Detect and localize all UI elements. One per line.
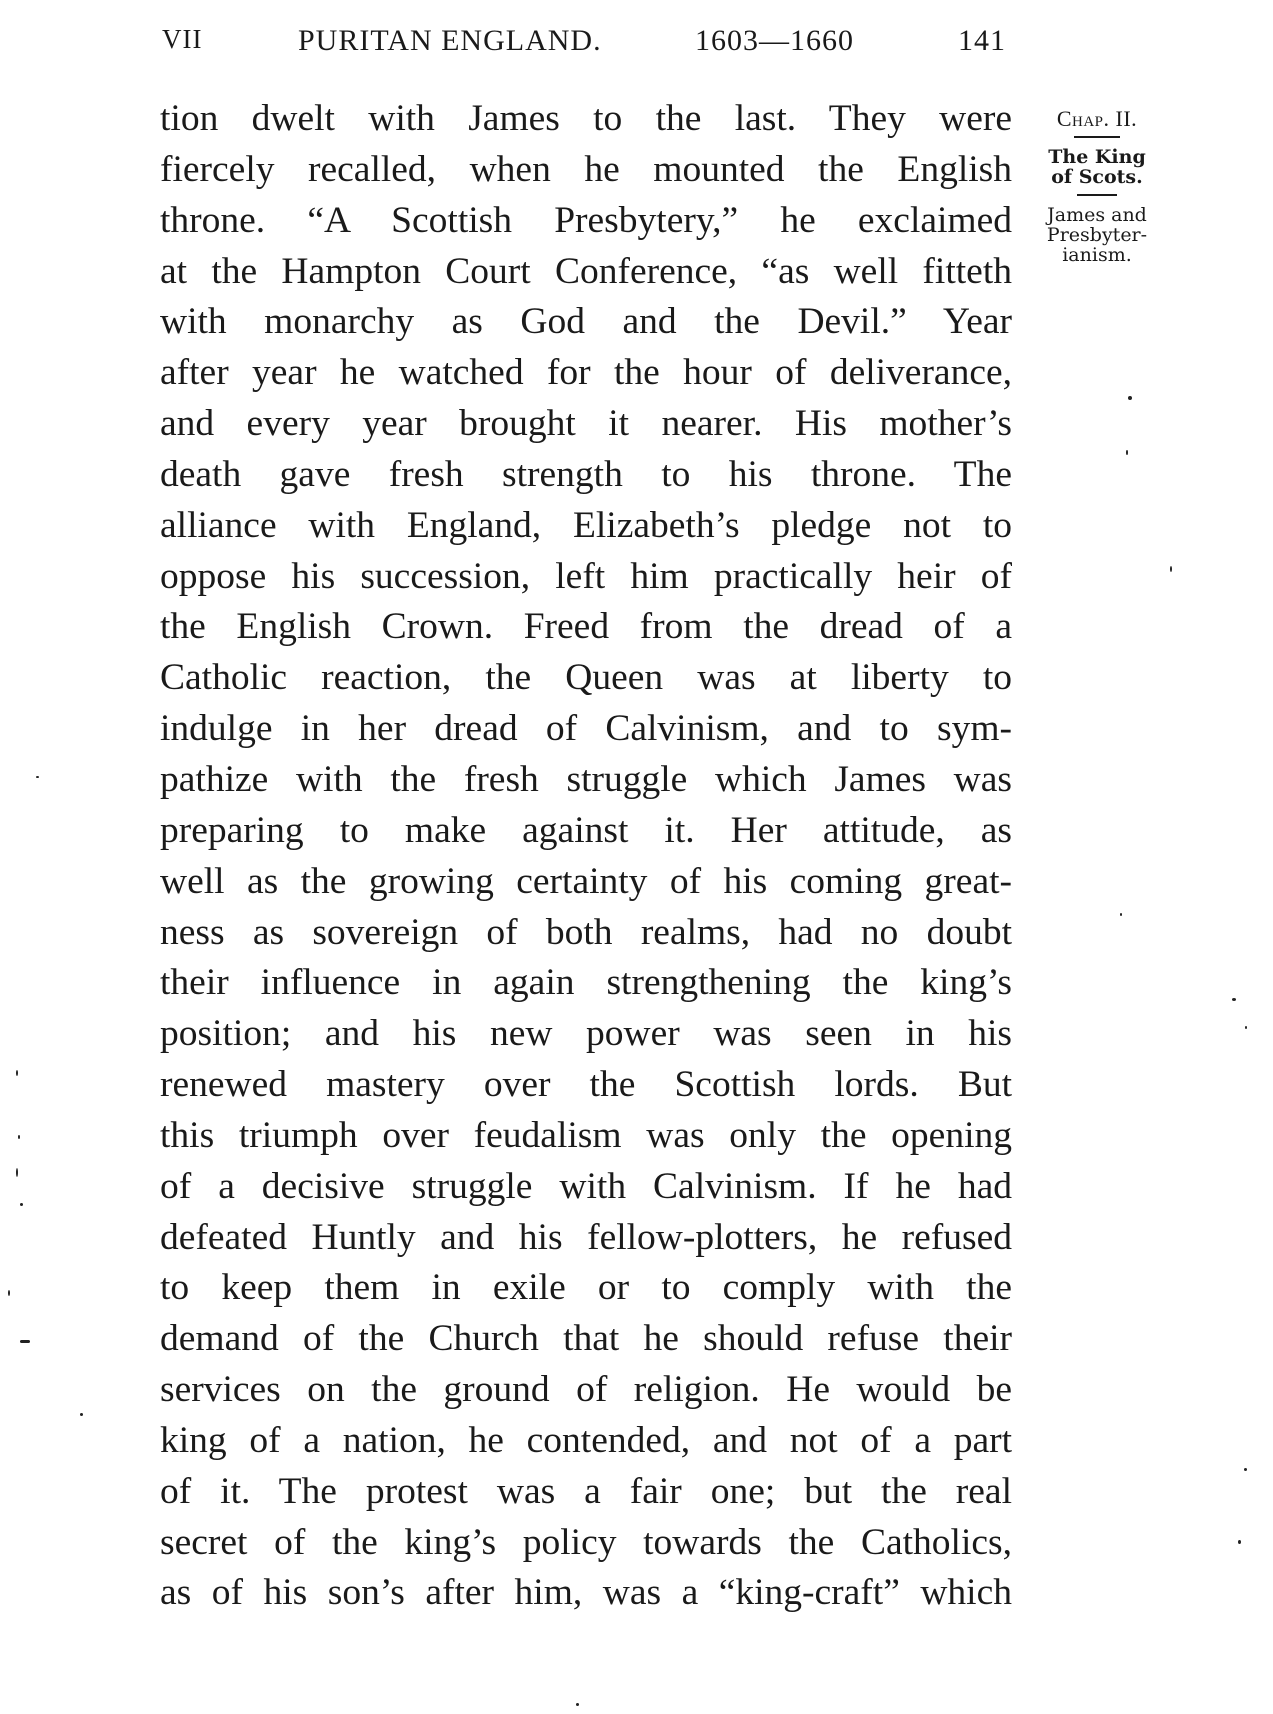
text-line: demand of the Church that he should refuse their [160, 1318, 1012, 1360]
text-line: fiercely recalled, when he mounted the English [160, 148, 1012, 190]
scan-speck [1238, 1540, 1241, 1544]
text-line: and every year brought it nearer. His mother’s [160, 403, 1012, 445]
scan-speck [8, 1290, 10, 1296]
header-dates: 1603—1660 [695, 24, 854, 57]
text-line: this triumph over feudalism was only the opening [160, 1114, 1012, 1156]
scan-speck [1128, 396, 1132, 400]
text-line: the English Crown. Freed from the dread of a [160, 606, 1012, 648]
text-line: indulge in her dread of Calvinism, and to sym- [160, 708, 1012, 750]
text-line: alliance with England, Elizabeth’s pledge not to [160, 504, 1012, 546]
text-line: ness as sovereign of both realms, had no doubt [160, 911, 1012, 953]
page-number: 141 [958, 24, 1006, 57]
scan-speck [80, 1413, 83, 1416]
text-line: services on the ground of religion. He would be [160, 1369, 1012, 1411]
scan-speck [1245, 1026, 1247, 1029]
scan-speck [576, 1703, 579, 1706]
sidenote-line: of Scots. [1051, 166, 1143, 188]
sidenote-king-of-scots [1032, 147, 1162, 187]
text-line: of it. The protest was a fair one; but the real [160, 1470, 1012, 1512]
scan-speck [16, 1168, 18, 1177]
text-line: pathize with the fresh struggle which James was [160, 758, 1012, 800]
scan-speck [1120, 913, 1122, 916]
scan-speck [1170, 566, 1172, 572]
sidenote-chapter-label: Chap. II. [1056, 106, 1138, 131]
text-line: king of a nation, he contended, and not of a part [160, 1419, 1012, 1461]
text-line: position; and his new power was seen in his [160, 1013, 1012, 1055]
scan-speck [16, 1070, 18, 1076]
header-chapter: VII [162, 24, 203, 54]
text-line: secret of the king’s policy towards the Catholics, [160, 1521, 1012, 1563]
scan-speck [36, 776, 39, 778]
scan-speck [1126, 450, 1128, 455]
text-line: renewed mastery over the Scottish lords. But [160, 1064, 1012, 1106]
scan-speck [20, 1203, 23, 1206]
scan-speck [1232, 998, 1236, 1001]
sidenote-line: ianism. [1062, 244, 1132, 266]
text-line: after year he watched for the hour of deliverance, [160, 352, 1012, 394]
margin-sidenotes [1032, 108, 1162, 265]
text-line: death gave fresh strength to his throne. The [160, 453, 1012, 495]
text-line: at the Hampton Court Conference, “as well fitteth [160, 250, 1012, 292]
sidenote-divider [1074, 136, 1120, 138]
text-line: with monarchy as God and the Devil.” Year [160, 301, 1012, 343]
scan-speck [18, 1135, 20, 1139]
text-line: as of his son’s after him, was a “king-craft” which [160, 1572, 1012, 1614]
text-line: their influence in again strengthening the king’s [160, 962, 1012, 1004]
text-line: preparing to make against it. Her attitude, as [160, 809, 1012, 851]
text-line: throne. “A Scottish Presbytery,” he exclaimed [160, 199, 1012, 241]
header-title: PURITAN ENGLAND. [298, 24, 602, 57]
sidenote-divider [1077, 194, 1117, 196]
text-line: to keep them in exile or to comply with the [160, 1267, 1012, 1309]
text-line: defeated Huntly and his fellow-plotters, he refused [160, 1216, 1012, 1258]
sidenote-line: The King [1048, 146, 1146, 168]
sidenote-line: Presbyter- [1046, 224, 1148, 246]
text-line: of a decisive struggle with Calvinism. If he had [160, 1165, 1012, 1207]
running-header [160, 24, 1020, 64]
scan-speck [20, 1340, 30, 1343]
text-line: tion dwelt with James to the last. They were [160, 98, 1012, 139]
sidenote-james-presbyterianism [1032, 205, 1162, 265]
text-line: well as the growing certainty of his coming great- [160, 860, 1012, 902]
scan-speck [1244, 1468, 1247, 1471]
body-text [160, 94, 1012, 1619]
sidenote-line: James and [1047, 204, 1147, 226]
text-line: Catholic reaction, the Queen was at liberty to [160, 657, 1012, 699]
text-line: oppose his succession, left him practically heir of [160, 555, 1012, 597]
